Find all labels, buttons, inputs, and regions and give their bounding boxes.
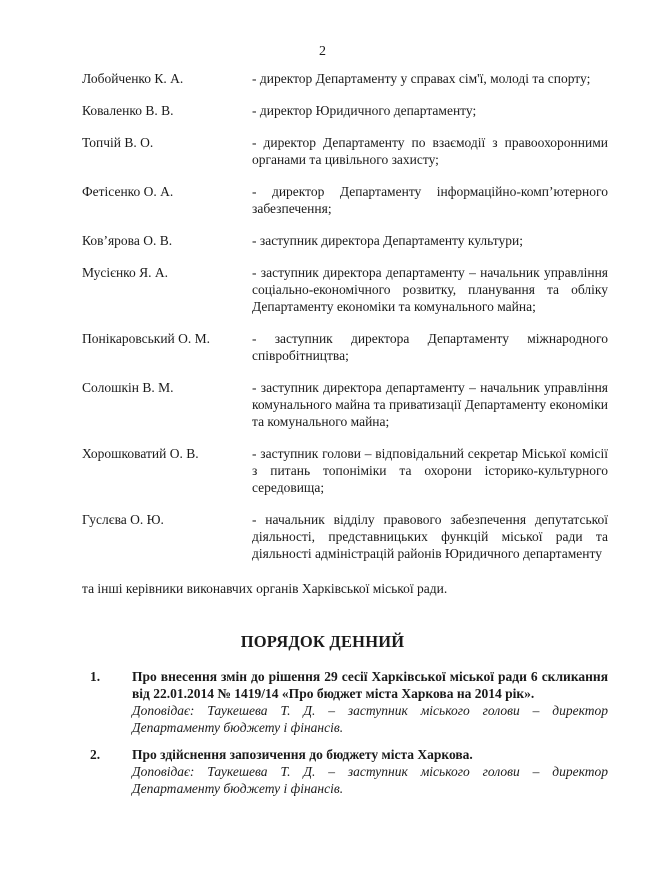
agenda-title: ПОРЯДОК ДЕННИЙ	[240, 632, 405, 651]
attendee-role: - директор Юридичного департаменту;	[252, 103, 477, 118]
attendee-name: Солошкін В. М.	[82, 380, 174, 395]
agenda-item-title: Про здійснення запозичення до бюджету міста Харкова.	[132, 747, 473, 762]
attendee-role: - заступник голови – відповідальний секретар Міської комісії з питань топоніміки та охорони історико-культурного середовища;	[252, 446, 608, 495]
attendee-role: - директор Департаменту по взаємодії з правоохоронними органами та цивільного захисту;	[252, 135, 608, 167]
attendee-row	[82, 102, 608, 119]
agenda-item	[90, 668, 608, 736]
attendee-row	[82, 264, 608, 315]
attendee-role: - заступник директора департаменту – начальник управління комунального майна та приватизації Департаменту економіки та комунального майна;	[252, 380, 608, 429]
attendee-name: Фетісенко О. А.	[82, 184, 174, 199]
attendee-role: - заступник директора Департаменту культури;	[252, 233, 523, 248]
agenda-item-speaker: Доповідає: Таукешева Т. Д. – заступник міського голови – директор Департаменту бюджету і фінансів.	[132, 703, 608, 735]
attendee-name: Ков’ярова О. В.	[82, 233, 173, 248]
agenda-item-body	[132, 668, 608, 736]
attendee-role: - начальник відділу правового забезпечення депутатської діяльності, представницьких функцій міської ради та діяльності адміністрацій районів Юридичного департаменту	[252, 512, 608, 561]
agenda-item-number: 1.	[90, 669, 101, 684]
agenda-item	[90, 746, 608, 797]
attendee-role: - директор Департаменту у справах сім'ї, молоді та спорту;	[252, 71, 591, 86]
attendees-list	[82, 70, 608, 577]
attendee-name: Гуслєва О. Ю.	[82, 512, 164, 527]
attendee-name: Лобойченко К. А.	[82, 71, 184, 86]
attendee-name: Понікаровський О. М.	[82, 331, 211, 346]
attendee-row	[82, 379, 608, 430]
page-number: 2	[319, 44, 326, 59]
other-officials-line: та інші керівники виконавчих органів Харківської міської ради.	[82, 581, 448, 596]
attendee-role: - заступник директора департаменту – начальник управління соціально-економічного розвитку, планування та обліку Департаменту економіки та комунального майна;	[252, 265, 608, 314]
attendee-row	[82, 330, 608, 364]
agenda-item-number: 2.	[90, 747, 101, 762]
agenda-items	[90, 668, 608, 807]
agenda-item-body	[132, 746, 608, 797]
attendee-row	[82, 445, 608, 496]
attendee-name: Хорошковатий О. В.	[82, 446, 199, 461]
attendee-name: Топчій В. О.	[82, 135, 154, 150]
attendee-row	[82, 183, 608, 217]
attendee-name: Мусієнко Я. А.	[82, 265, 169, 280]
attendee-row	[82, 511, 608, 562]
attendee-row	[82, 134, 608, 168]
attendee-row	[82, 70, 608, 87]
attendee-role: - директор Департаменту інформаційно-комп’ютерного забезпечення;	[252, 184, 608, 216]
attendee-name: Коваленко В. В.	[82, 103, 174, 118]
agenda-item-speaker: Доповідає: Таукешева Т. Д. – заступник міського голови – директор Департаменту бюджету і фінансів.	[132, 764, 608, 796]
agenda-item-title: Про внесення змін до рішення 29 сесії Харківської міської ради 6 скликання від 22.01.2014 № 1419/14 «Про бюджет міста Харкова на 2014 рік».	[132, 669, 608, 701]
attendee-role: - заступник директора Департаменту міжнародного співробітництва;	[252, 331, 608, 363]
attendee-row	[82, 232, 608, 249]
